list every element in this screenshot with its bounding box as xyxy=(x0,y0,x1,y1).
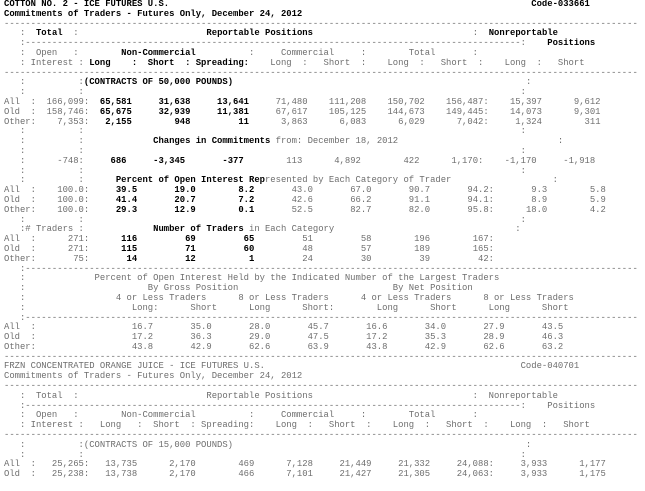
report-text: ----------------------------------------------------------------------------------------------------------------------- xyxy=(4,18,638,29)
report-text: : Open : Non-Commercial : Commercial : Total : xyxy=(4,410,479,421)
report-text: Long : Short : Long : Short : Long : Short xyxy=(249,57,585,68)
report-value-bold: Commitments of Traders - Futures Only, December 24, 2012 xyxy=(4,8,303,19)
report-text: : : : xyxy=(4,165,526,176)
report-value-bold: Reportable Positions xyxy=(206,28,313,39)
report-text: Other: 100.0: xyxy=(4,204,116,215)
report-text: 43.0 67.0 90.7 94.2: 9.3 5.8 xyxy=(254,185,606,196)
report-text: FRZN CONCENTRATED ORANGE JUICE - ICE FUTURES U.S. Code-040701 xyxy=(4,361,580,372)
report-text: :------------------------------------------------------------------------------------------------------------------- xyxy=(4,312,638,323)
report-value-bold: 14 12 1 xyxy=(126,253,255,264)
report-text: All : 25,265: 13,735 2,170 469 7,128 21,449 21,332 24,088: 3,933 1,177 xyxy=(4,459,606,470)
report-value-bold: (CONTRACTS OF 50,000 POUNDS) xyxy=(83,77,234,88)
report-text: : Interest : xyxy=(4,57,90,68)
report-text: ----------------------------------------------------------------------------------------------------------------------- xyxy=(4,351,638,362)
report-text: : Total : Reportable Positions : Nonreportable xyxy=(4,390,558,401)
report-value-bold: 65,675 32,939 11,381 xyxy=(99,106,249,117)
report-text: : : : xyxy=(4,87,526,98)
report-text: : : xyxy=(4,77,84,88)
report-value-bold: Nonreportable xyxy=(488,28,558,39)
report-text: resented by Each Category of Trader : xyxy=(264,175,558,186)
report-text: : Long: Short Long Short: Long Short Long Short xyxy=(4,302,569,313)
report-text: Other: 43.8 42.9 62.6 63.9 43.8 42.9 62.6 63.2 xyxy=(4,341,564,352)
report-text: 24 30 39 42: xyxy=(254,253,494,264)
report-text: Old : 271: xyxy=(4,243,122,254)
report-value-bold: 65,581 31,638 13,641 xyxy=(99,96,249,107)
report-value-bold: Number of Traders xyxy=(153,224,244,235)
report-text: : xyxy=(62,28,207,39)
report-text: : :(CONTRACTS OF 15,000 POUNDS) : xyxy=(4,439,532,450)
report-text: :---------------------------------------------------------------------------------------------: xyxy=(4,38,548,49)
report-value-bold: Non-Commercial xyxy=(121,47,196,58)
report-text: : Open : xyxy=(4,47,122,58)
report-value-bold: 686 -3,345 -377 xyxy=(110,155,244,166)
report-text: Old : 17.2 36.3 29.0 47.5 17.2 35.3 28.9 46.3 xyxy=(4,332,564,343)
report-text: ----------------------------------------------------------------------------------------------------------------------- xyxy=(4,67,638,78)
report-text: : 4 or Less Traders 8 or Less Traders 4 or Less Traders 8 or Less Traders xyxy=(4,292,574,303)
report-text: from: December 18, 2012 : xyxy=(270,136,564,147)
report-text: : -748: xyxy=(4,155,111,166)
report-value-bold: 116 69 65 xyxy=(121,234,255,245)
report-line xyxy=(4,470,645,480)
report-text: : : : xyxy=(4,214,526,225)
report-text: 113 4,892 422 1,170: -1,170 -1,918 xyxy=(243,155,596,166)
report-text: :# Traders : xyxy=(4,224,154,235)
report-text: Old : 158,746: xyxy=(4,106,100,117)
report-text: : xyxy=(312,28,489,39)
report-text: 42.6 66.2 91.1 94.1: 8.9 5.9 xyxy=(254,194,606,205)
report-text: All : 166,099: xyxy=(4,96,100,107)
report-value-bold: COTTON NO. 2 - ICE FUTURES U.S. Code-033661 xyxy=(4,0,590,9)
report-text: :------------------------------------------------------------------------------------------------------------------- xyxy=(4,263,638,274)
report-text: : : : xyxy=(4,449,526,460)
report-text: : By Gross Position By Net Position xyxy=(4,283,473,294)
report-text: 52.5 82.7 82.0 95.8: 18.0 4.2 xyxy=(254,204,606,215)
report-value-bold: 115 71 60 xyxy=(121,243,255,254)
report-text: 48 57 189 165: xyxy=(254,243,494,254)
report-text: in Each Category : xyxy=(243,224,521,235)
report-text: 3,863 6,083 6,029 7,042: 1,324 311 xyxy=(249,116,601,127)
report-text: : Percent of Open Interest Held by the Indicated Number of the Largest Traders xyxy=(4,273,500,284)
report-text: 67,617 105,125 144,673 149,445: 14,073 9,301 xyxy=(249,106,601,117)
report-text: Other: 7,353: xyxy=(4,116,106,127)
report-text: Old : 25,238: 13,738 2,170 466 7,101 21,427 21,305 24,063: 3,933 1,175 xyxy=(4,469,606,480)
report-value-bold: 41.4 20.7 7.2 xyxy=(115,194,255,205)
report-value-bold: 2,155 948 11 xyxy=(105,116,250,127)
report-text: : : : xyxy=(4,145,526,156)
report-text: : Interest : Long : Short : Spreading: Long : Short : Long : Short : Long : Short xyxy=(4,420,590,431)
report-text: All : 100.0: xyxy=(4,185,116,196)
report-text: : : xyxy=(4,175,116,186)
report-text: : : xyxy=(4,136,154,147)
report-text: Commitments of Traders - Futures Only, December 24, 2012 xyxy=(4,371,303,382)
report-value-bold: Long : Short : Spreading: xyxy=(89,57,249,68)
report-text: Old : 100.0: xyxy=(4,194,116,205)
report-value-bold: 29.3 12.9 0.1 xyxy=(115,204,255,215)
report-value-bold: Percent of Open Interest Rep xyxy=(115,175,265,186)
report-text: :---------------------------------------------------------------------------------------------: Positions xyxy=(4,400,596,411)
report-text: : xyxy=(233,77,532,88)
report-text: All : 271: xyxy=(4,234,122,245)
report-text: ----------------------------------------------------------------------------------------------------------------------- xyxy=(4,430,638,441)
report-value-bold: Positions xyxy=(547,38,596,49)
report-value-bold: Total xyxy=(35,28,63,39)
report-text: : : : xyxy=(4,126,526,137)
report-text: 51 58 196 167: xyxy=(254,234,494,245)
report-text: : xyxy=(4,28,36,39)
report-text: ----------------------------------------------------------------------------------------------------------------------- xyxy=(4,381,638,392)
report-text: All : 16.7 35.0 28.0 45.7 16.6 34.0 27.9 43.5 xyxy=(4,322,564,333)
report-text: Other: 75: xyxy=(4,253,127,264)
report-text: 71,480 111,208 150,702 156,487: 15,397 9,612 xyxy=(249,96,601,107)
report-text: : Commercial : Total : xyxy=(195,47,479,58)
report-value-bold: Changes in Commitments xyxy=(153,136,271,147)
report-value-bold: 39.5 19.0 8.2 xyxy=(115,185,255,196)
